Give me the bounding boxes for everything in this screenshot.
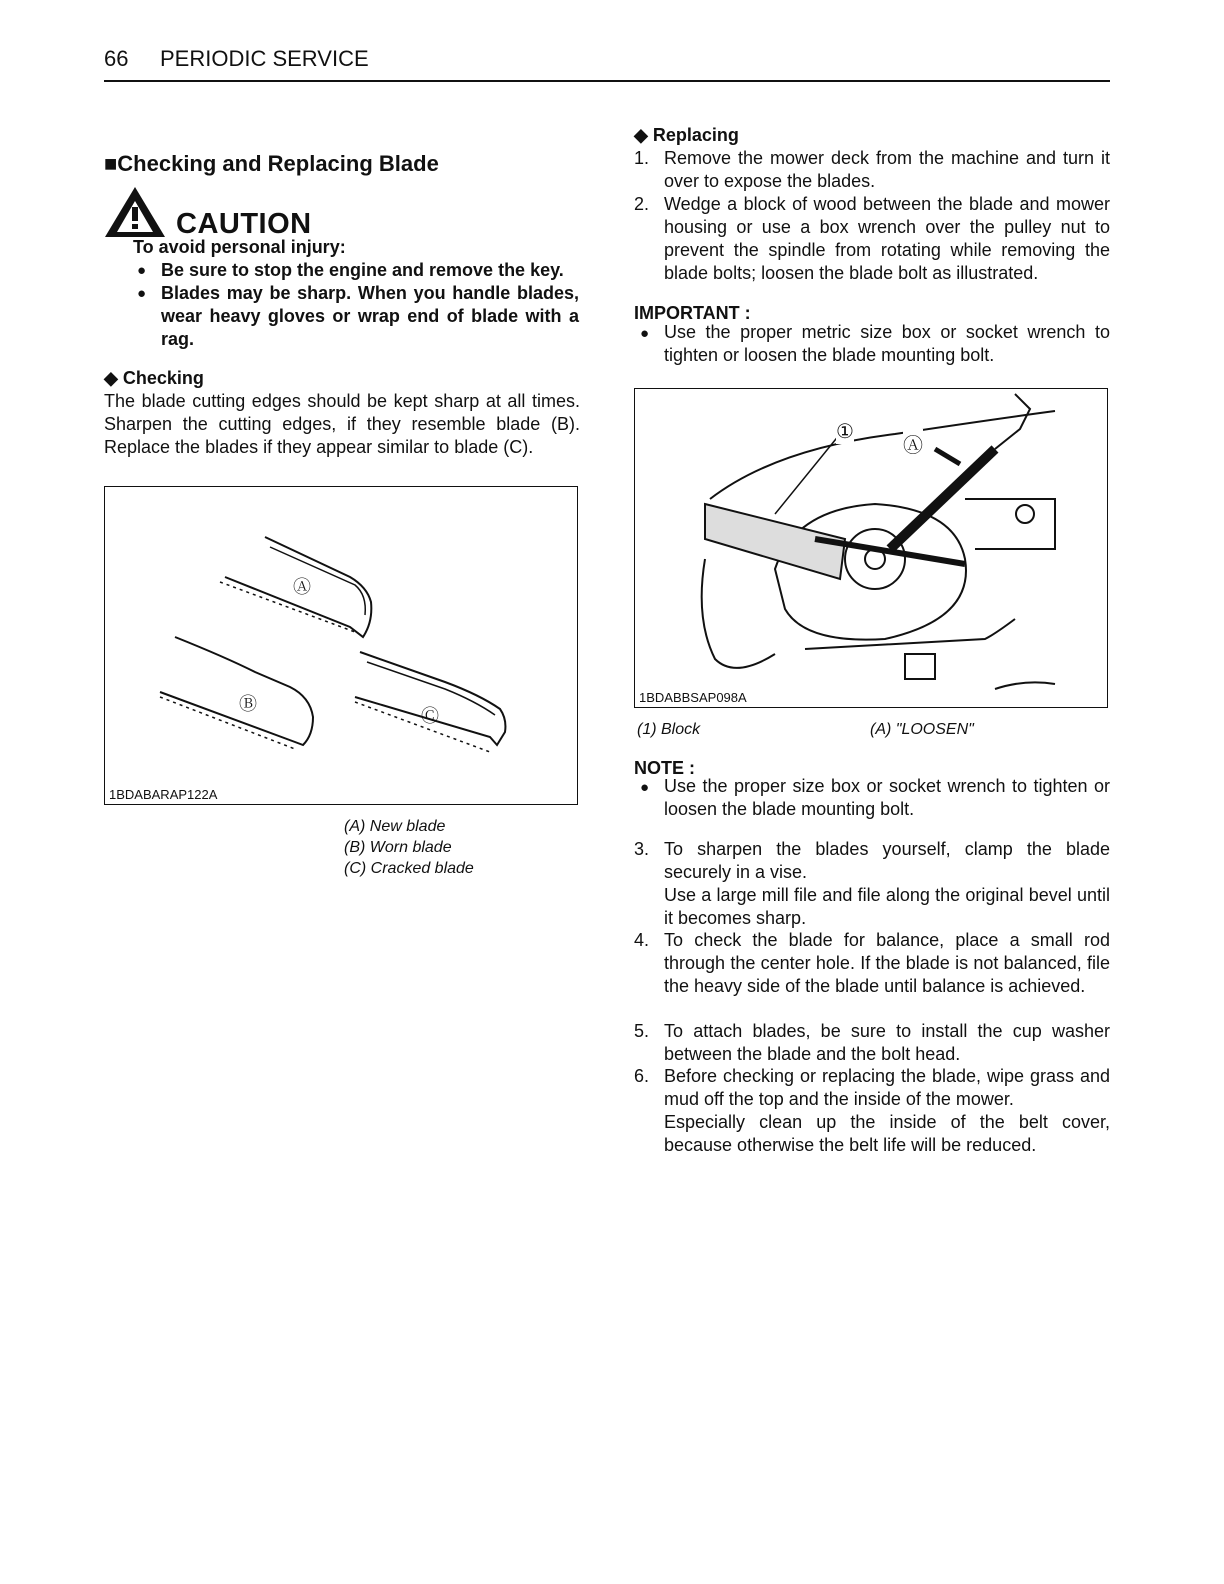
blade-drawing (105, 487, 577, 804)
caution-intro: To avoid personal injury: (133, 237, 346, 257)
page-title: ■Checking and Replacing Blade (104, 151, 439, 176)
checking-heading: ◆ Checking (104, 368, 204, 388)
figure-code: 1BDABBSAP098A (639, 690, 747, 705)
bullet-icon: ● (640, 779, 650, 796)
section-title: PERIODIC SERVICE (160, 46, 369, 71)
blade-label-c: Ⓒ (421, 706, 439, 726)
caption-block: (1) Block (637, 721, 701, 738)
caption-c: (C) Cracked blade (344, 860, 474, 877)
replacing-heading: ◆ Replacing (634, 125, 739, 145)
important-heading: IMPORTANT : (634, 303, 751, 323)
caption-loosen: (A) "LOOSEN" (870, 721, 974, 738)
page-header (104, 44, 1110, 82)
bullet-icon: ● (137, 285, 147, 302)
blade-label-a: Ⓐ (293, 577, 311, 597)
caption-a: (A) New blade (344, 818, 446, 835)
mower-deck-figure (634, 388, 1108, 708)
blade-figure (104, 486, 578, 805)
note-heading: NOTE : (634, 758, 695, 778)
blade-label-b: Ⓑ (239, 694, 257, 714)
page-number: 66 (104, 46, 129, 71)
block-label: ① (836, 421, 854, 443)
caution-label: CAUTION (176, 208, 312, 240)
checking-text: The blade cutting edges should be kept sharp at all times. Sharpen the cutting edges, if they resemble blade (B). Replace the blades if they appear similar to blade (C). (104, 391, 580, 457)
caption-b: (B) Worn blade (344, 839, 452, 856)
mower-deck-drawing (635, 389, 1107, 707)
figure-code: 1BDABARAP122A (109, 787, 218, 802)
bullet-icon: ● (640, 325, 650, 342)
warning-triangle-icon (104, 185, 168, 239)
loosen-label: Ⓐ (903, 429, 923, 458)
bullet-icon: ● (137, 262, 147, 279)
